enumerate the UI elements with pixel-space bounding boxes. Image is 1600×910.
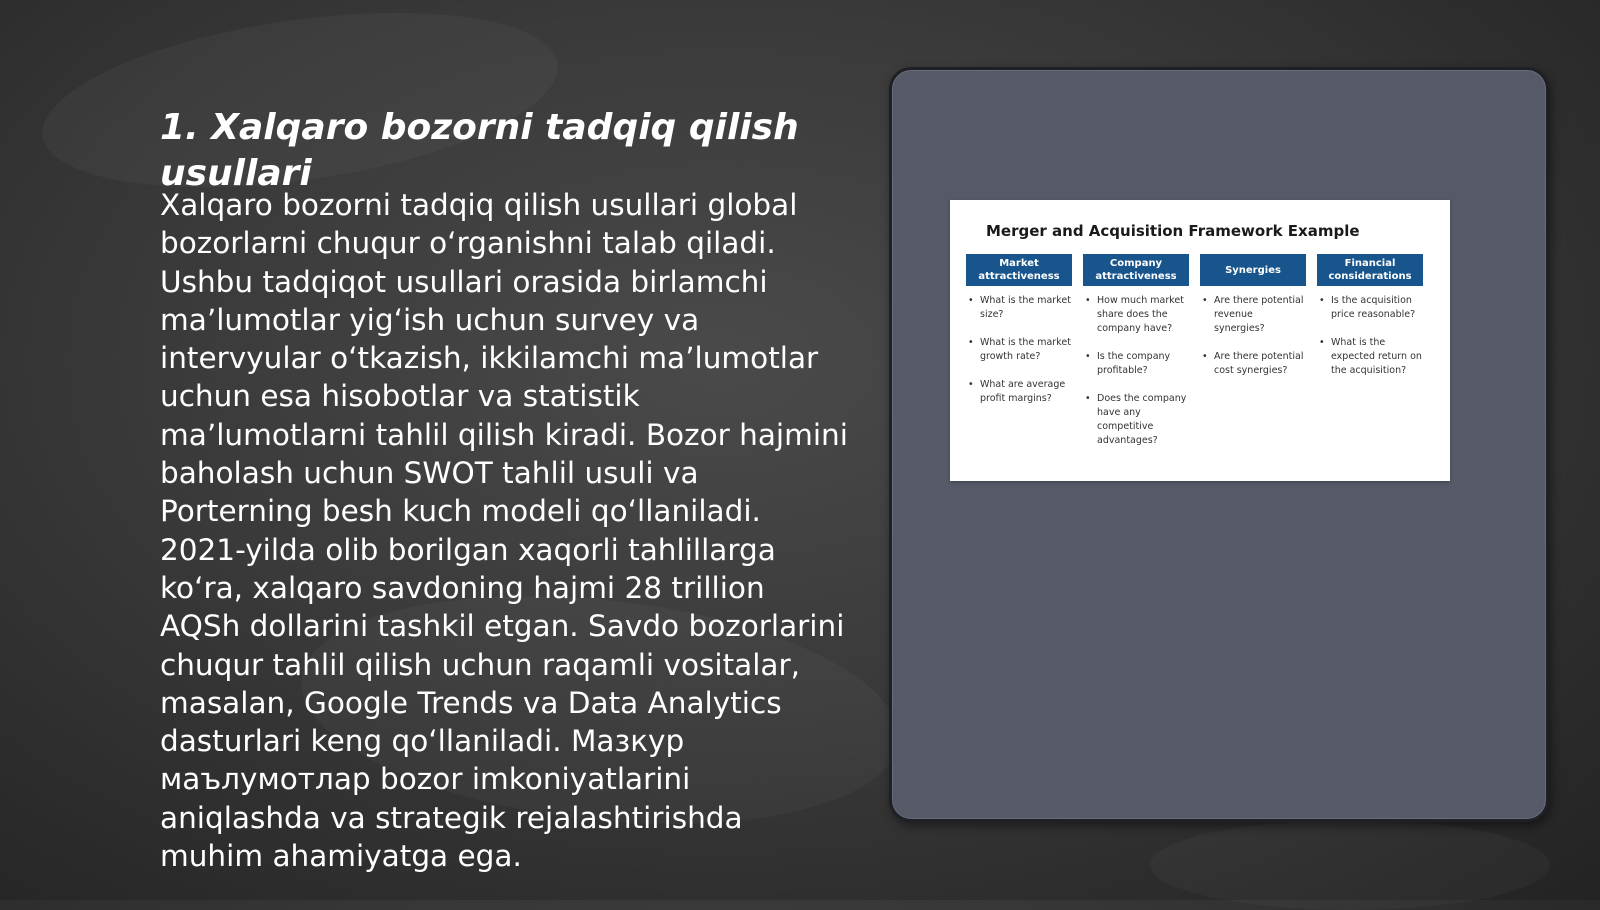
list-item: • Are there potential cost synergies?: [1200, 350, 1306, 378]
list-item: • What is the market size?: [966, 294, 1072, 322]
list-item: • Is the company profitable?: [1083, 350, 1189, 378]
list-item: • Are there potential revenue synergies?: [1200, 294, 1306, 336]
column-header: Market attractiveness: [966, 254, 1072, 286]
framework-column-market: [966, 254, 1072, 420]
list-item: • Is the acquisition price reasonable?: [1317, 294, 1423, 322]
slide-title: 1. Xalqaro bozorni tadqiq qilish usullari: [160, 107, 799, 194]
column-header: Company attractiveness: [1083, 254, 1189, 286]
list-item: • What is the expected return on the acquisition?: [1317, 336, 1423, 378]
chalkboard-texture: [1150, 820, 1550, 910]
framework-column-synergies: [1200, 254, 1306, 392]
list-item: • What are average profit margins?: [966, 378, 1072, 406]
list-item: • Does the company have any competitive advantages?: [1083, 392, 1189, 448]
column-header: Synergies: [1200, 254, 1306, 286]
column-header: Financial considerations: [1317, 254, 1423, 286]
framework-image: [950, 200, 1450, 481]
list-item: • How much market share does the company have?: [1083, 294, 1189, 336]
list-item: • What is the market growth rate?: [966, 336, 1072, 364]
slide-body-text: Xalqaro bozorni tadqiq qilish usullari global bozorlarni chuqur o‘rganishni talab qiladi. Ushbu tadqiqot usullari orasida birlamchi ma’lumotlar yig‘ish uchun survey va intervyular o‘tkazish, ikkilamchi ma’lumotlar uchun esa hisobotlar va statistik ma’lumotlarni tahlil qilish kiradi. Bozor hajmini baholash uchun SWOT tahlil usuli va Porterning besh kuch modeli qo‘llaniladi. 2021-yilda olib borilgan xaqorli tahlillarga ko‘ra, xalqaro savdoning hajmi 28 trillion AQSh dollarini tashkil etgan. Savdo bozorlarini chuqur tahlil qilish uchun raqamli vositalar, masalan, Google Trends va Data Analytics dasturlari keng qo‘llaniladi. Мазкур маълумотлар bozor imkoniyatlarini aniqlashda va strategik rejalashtirishda muhim ahamiyatga ega.: [160, 188, 848, 874]
framework-title: Merger and Acquisition Framework Example: [986, 222, 1360, 240]
framework-column-financial: [1317, 254, 1423, 392]
framework-column-company: [1083, 254, 1189, 462]
